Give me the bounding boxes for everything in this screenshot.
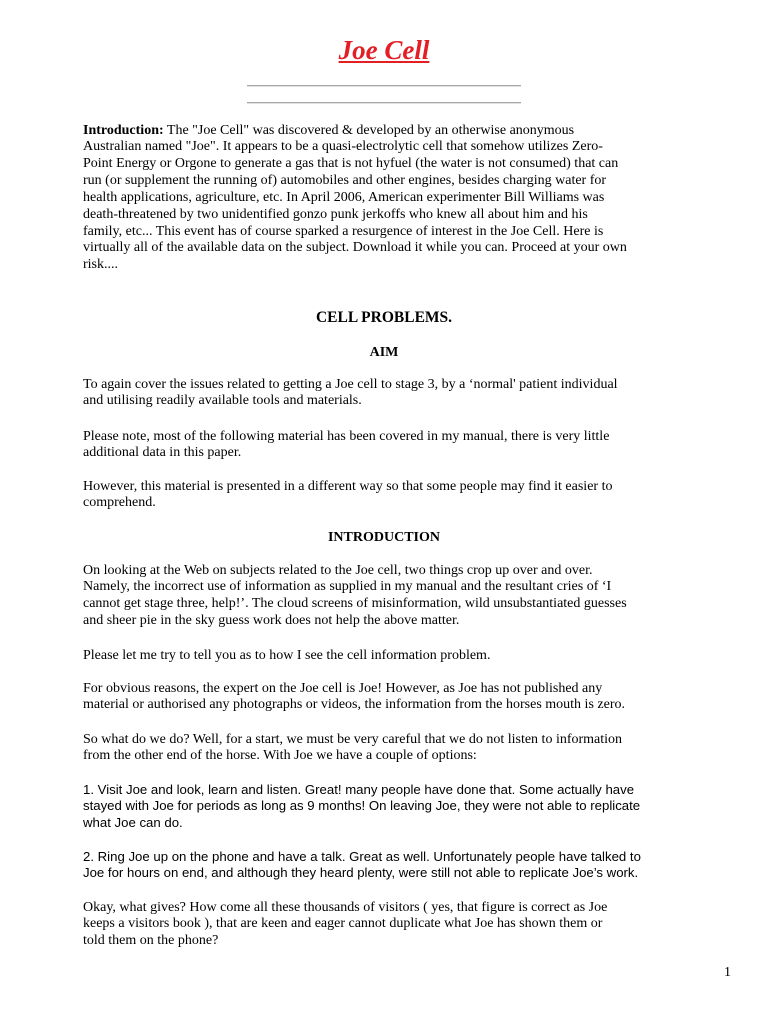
option-paragraph-2 — [83, 849, 641, 883]
text-line: Please let me try to tell you as to how I see the cell information problem. — [83, 647, 491, 663]
subheading-introduction: INTRODUCTION — [327, 529, 440, 545]
text-line: virtually all of the available data on the subject. Download it while you can. Proceed at your own — [83, 240, 627, 256]
text-line: cannot get stage three, help!’. The cloud screens of misinformation, wild unsubstantiated guesses — [83, 596, 627, 612]
paragraph — [83, 563, 627, 630]
text-line: Australian named "Joe". It appears to be a quasi-electrolytic cell that somehow utilizes Zero- — [83, 139, 603, 155]
text-line: 1. Visit Joe and look, learn and listen. Great! many people have done that. Some actually have — [83, 781, 635, 797]
text-line: Please note, most of the following material has been covered in my manual, there is very little — [83, 428, 610, 444]
paragraph — [83, 732, 622, 766]
text-line: Namely, the incorrect use of information as supplied in my manual and the resultant cries of ‘I — [83, 579, 612, 595]
text-line: However, this material is presented in a different way so that some people may find it easier to — [83, 478, 613, 494]
text-line: On looking at the Web on subjects related to the Joe cell, two things crop up over and over. — [83, 562, 593, 578]
text-line: material or authorised any photographs or videos, the information from the horses mouth is zero. — [83, 697, 625, 713]
text-line: and utilising readily available tools and materials. — [83, 393, 362, 409]
paragraph — [83, 377, 618, 411]
horizontal-rule — [247, 85, 521, 87]
text-line: For obvious reasons, the expert on the Joe cell is Joe! However, as Joe has not published any — [83, 680, 603, 696]
text-line: death-threatened by two unidentified gonzo punk jerkoffs who knew all about him and his — [83, 206, 588, 222]
text-line: 2. Ring Joe up on the phone and have a talk. Great as well. Unfortunately people have talked to — [83, 848, 641, 864]
text-span: The "Joe Cell" was discovered & developed by an otherwise anonymous — [163, 122, 575, 138]
page-number: 1 — [724, 965, 731, 980]
option-paragraph-1 — [83, 782, 640, 833]
text-line: run (or supplement the running of) automobiles and other engines, besides charging water for — [83, 173, 607, 189]
horizontal-rule — [247, 102, 521, 104]
paragraph — [83, 681, 625, 715]
text-line: stayed with Joe for periods as long as 9 months! On leaving Joe, they were not able to replicate — [83, 798, 641, 814]
paragraph — [83, 479, 612, 513]
text-line: Point Energy or Orgone to generate a gas that is not hyfuel (the water is not consumed) that can — [83, 156, 619, 172]
document-title: Joe Cell — [338, 35, 430, 65]
paragraph — [83, 900, 607, 951]
section-heading-cell-problems: CELL PROBLEMS. — [315, 309, 453, 326]
text-line: To again cover the issues related to getting a Joe cell to stage 3, by a ‘normal' patient individual — [83, 376, 618, 392]
text-line: family, etc... This event has of course sparked a resurgence of interest in the Joe Cell. Here is — [83, 223, 604, 239]
paragraph — [83, 648, 490, 665]
text-line: health applications, agriculture, etc. In April 2006, American experimenter Bill Williams was — [83, 189, 605, 205]
text-line: and sheer pie in the sky guess work does not help the above matter. — [83, 613, 460, 629]
text-line: keeps a visitors book ), that are keen and eager cannot duplicate what Joe has shown them or — [83, 916, 603, 932]
text-line — [83, 123, 627, 140]
text-line: what Joe can do. — [83, 815, 183, 831]
text-line: Joe for hours on end, and although they heard plenty, were still not able to replicate Joe’s work. — [83, 865, 639, 881]
text-line: risk.... — [83, 257, 118, 273]
introduction-label: Introduction: — [83, 122, 164, 138]
text-line: told them on the phone? — [83, 933, 219, 949]
text-line: Okay, what gives? How come all these thousands of visitors ( yes, that figure is correct as Joe — [83, 899, 608, 915]
paragraph — [83, 429, 609, 463]
subheading-aim: AIM — [369, 344, 399, 360]
text-line: comprehend. — [83, 495, 156, 511]
text-line: additional data in this paper. — [83, 445, 242, 461]
text-line: from the other end of the horse. With Joe we have a couple of options: — [83, 748, 477, 764]
text-line: So what do we do? Well, for a start, we must be very careful that we do not listen to information — [83, 731, 623, 747]
introduction-paragraph — [83, 123, 627, 275]
